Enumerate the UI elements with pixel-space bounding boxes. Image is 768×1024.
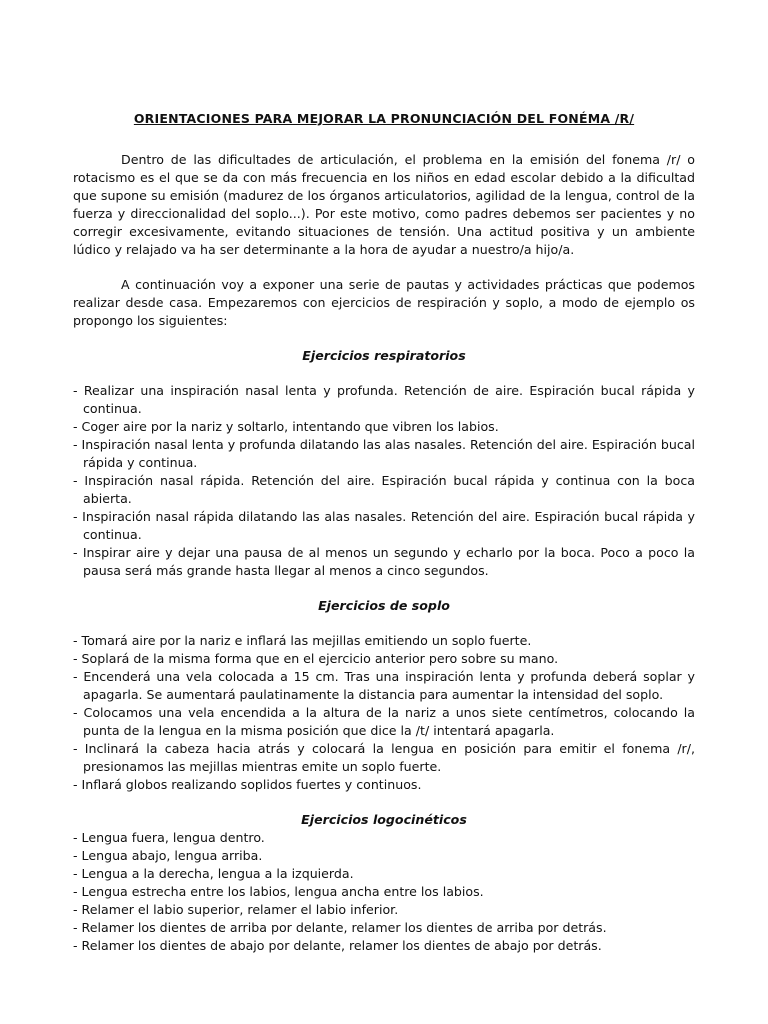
- spacer: [73, 580, 695, 597]
- list-item: - Inspiración nasal rápida dilatando las alas nasales. Retención del aire. Espiración bucal rápida y continua.: [73, 509, 695, 542]
- list-item: - Encenderá una vela colocada a 15 cm. Tras una inspiración lenta y profunda deberá soplar y apagarla. Se aumentará paulatinamente la distancia para aumentar la intensidad del soplo.: [73, 669, 695, 702]
- section-heading-soplo: Ejercicios de soplo: [318, 598, 450, 613]
- spacer: [73, 365, 695, 382]
- second-paragraph: A continuación voy a exponer una serie de pautas y actividades prácticas que podemos realizar desde casa. Empezaremos con ejercicios de respiración y soplo, a modo de ejemplo os propongo los siguientes:: [73, 277, 695, 328]
- section-heading-respiratorios: Ejercicios respiratorios: [302, 348, 466, 363]
- list-item: - Lengua abajo, lengua arriba.: [73, 848, 263, 863]
- list-item: - Colocamos una vela encendida a la altura de la nariz a unos siete centímetros, colocando la punta de la lengua en la misma posición que dice la /t/ intentará apagarla.: [73, 705, 695, 738]
- list-item: - Relamer los dientes de arriba por delante, relamer los dientes de arriba por detrás.: [73, 920, 607, 935]
- list-item: - Lengua a la derecha, lengua a la izquierda.: [73, 866, 354, 881]
- list-item: - Tomará aire por la nariz e inflará las mejillas emitiendo un soplo fuerte.: [73, 633, 532, 648]
- document-title: ORIENTACIONES PARA MEJORAR LA PRONUNCIACIÓN DEL FONÉMA /R/: [133, 111, 635, 126]
- list-item: - Relamer los dientes de abajo por delante, relamer los dientes de abajo por detrás.: [73, 938, 602, 953]
- spacer: [73, 330, 695, 347]
- section-heading-logocineticos: Ejercicios logocinéticos: [301, 812, 467, 827]
- list-item: - Realizar una inspiración nasal lenta y profunda. Retención de aire. Espiración bucal rápida y continua.: [73, 383, 695, 416]
- list-item: - Inspirar aire y dejar una pausa de al menos un segundo y echarlo por la boca. Poco a poco la pausa será más grande hasta llegar al menos a cinco segundos.: [73, 545, 695, 578]
- list-item: - Inclinará la cabeza hacia atrás y colocará la lengua en posición para emitir el fonema /r/, presionamos las mejillas mientras emite un soplo fuerte.: [73, 741, 695, 774]
- list-item: - Inspiración nasal rápida. Retención del aire. Espiración bucal rápida y continua con la boca abierta.: [73, 473, 695, 506]
- spacer: [73, 259, 695, 276]
- intro-paragraph: Dentro de las dificultades de articulación, el problema en la emisión del fonema /r/ o rotacismo es el que se da con más frecuencia en los niños en edad escolar debido a la dificultad que supone su emisión (madurez de los órganos articulatorios, agilidad de la lengua, control de la fuerza y direccionalidad del soplo...). Por este motivo, como padres debemos ser pacientes y no corregir excesivamente, evitando situaciones de tensión. Una actitud positiva y un ambiente lúdico y relajado va ha ser determinante a la hora de ayudar a nuestro/a hijo/a.: [73, 152, 695, 257]
- list-item: - Soplará de la misma forma que en el ejercicio anterior pero sobre su mano.: [73, 651, 559, 666]
- list-item: - Inflará globos realizando soplidos fuertes y continuos.: [73, 777, 422, 792]
- list-item: - Lengua estrecha entre los labios, lengua ancha entre los labios.: [73, 884, 484, 899]
- spacer: [73, 615, 695, 632]
- spacer: [73, 794, 695, 811]
- list-item: - Coger aire por la nariz y soltarlo, intentando que vibren los labios.: [73, 419, 499, 434]
- list-soplo: [73, 632, 695, 794]
- list-logocineticos: [73, 829, 695, 955]
- list-respiratorios: [73, 382, 695, 580]
- list-item: - Relamer el labio superior, relamer el labio inferior.: [73, 902, 399, 917]
- list-item: - Inspiración nasal lenta y profunda dilatando las alas nasales. Retención del aire. Espiración bucal rápida y continua.: [73, 437, 695, 470]
- list-item: - Lengua fuera, lengua dentro.: [73, 830, 265, 845]
